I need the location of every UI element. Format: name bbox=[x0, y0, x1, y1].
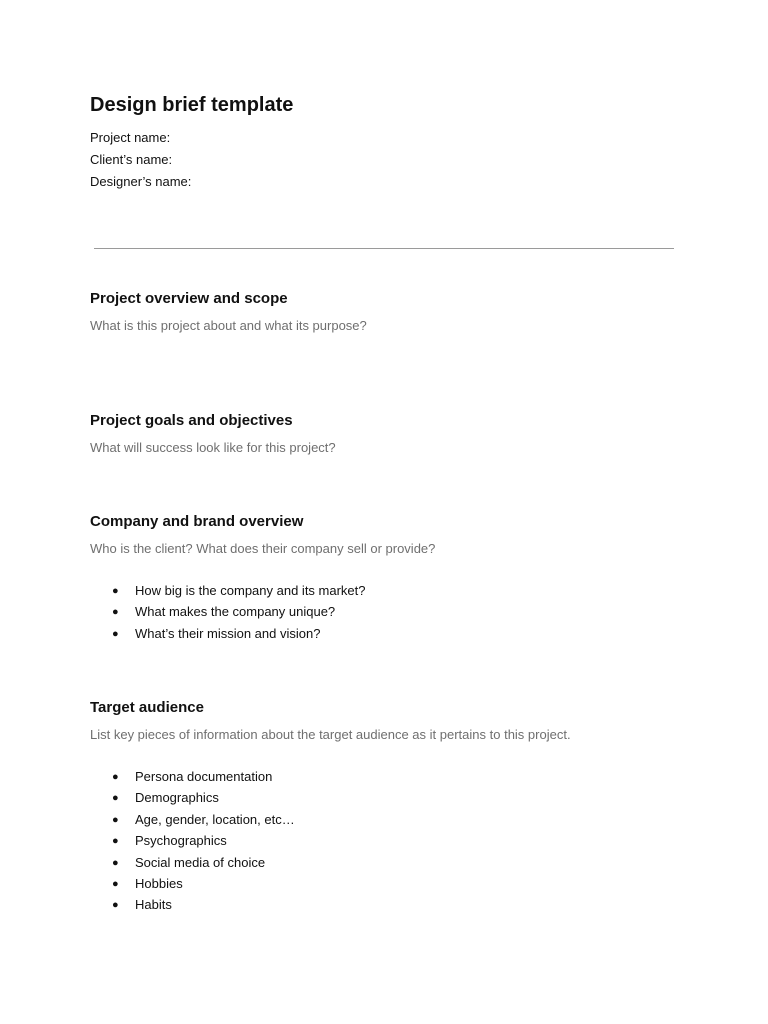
bullet-icon: ● bbox=[112, 899, 119, 912]
section-heading-project-overview: Project overview and scope bbox=[90, 290, 288, 307]
list-item-text: Age, gender, location, etc… bbox=[135, 811, 295, 827]
list-item-text: Psychographics bbox=[135, 833, 227, 849]
section-heading-target-audience: Target audience bbox=[90, 699, 204, 716]
list-item-text: Persona documentation bbox=[135, 769, 273, 784]
bullet-icon: ● bbox=[112, 606, 119, 619]
bullet-icon: ● bbox=[112, 771, 119, 783]
designer-name-field: Designer’s name: bbox=[90, 174, 192, 189]
bullet-icon: ● bbox=[112, 877, 119, 890]
section-description-company-brand: Who is the client? What does their company sell or provide? bbox=[90, 541, 436, 556]
section-description-project-overview: What is this project about and what its purpose? bbox=[90, 318, 367, 333]
project-name-field: Project name: bbox=[90, 130, 171, 145]
list-item-text: How big is the company and its market? bbox=[135, 583, 366, 598]
bullet-icon: ● bbox=[112, 627, 119, 640]
section-description-project-goals: What will success look like for this project? bbox=[90, 440, 336, 455]
list-item-text: What’s their mission and vision? bbox=[135, 625, 321, 641]
bullet-icon: ● bbox=[112, 585, 119, 597]
list-item-text: Demographics bbox=[135, 790, 219, 806]
list-item-text: Social media of choice bbox=[135, 854, 266, 870]
horizontal-divider bbox=[94, 248, 674, 249]
list-item-text: What makes the company unique? bbox=[135, 604, 336, 620]
section-heading-company-brand: Company and brand overview bbox=[90, 513, 304, 530]
list-item-text: Habits bbox=[135, 897, 172, 913]
bullet-icon: ● bbox=[112, 856, 119, 869]
list-item-text: Hobbies bbox=[135, 875, 183, 891]
bullet-icon: ● bbox=[112, 813, 119, 826]
section-heading-project-goals: Project goals and objectives bbox=[90, 412, 293, 429]
document-title: Design brief template bbox=[90, 94, 294, 116]
bullet-icon: ● bbox=[112, 835, 119, 848]
client-name-field: Client’s name: bbox=[90, 152, 173, 167]
section-description-target-audience: List key pieces of information about the target audience as it pertains to this project. bbox=[90, 727, 571, 742]
bullet-icon: ● bbox=[112, 792, 119, 805]
